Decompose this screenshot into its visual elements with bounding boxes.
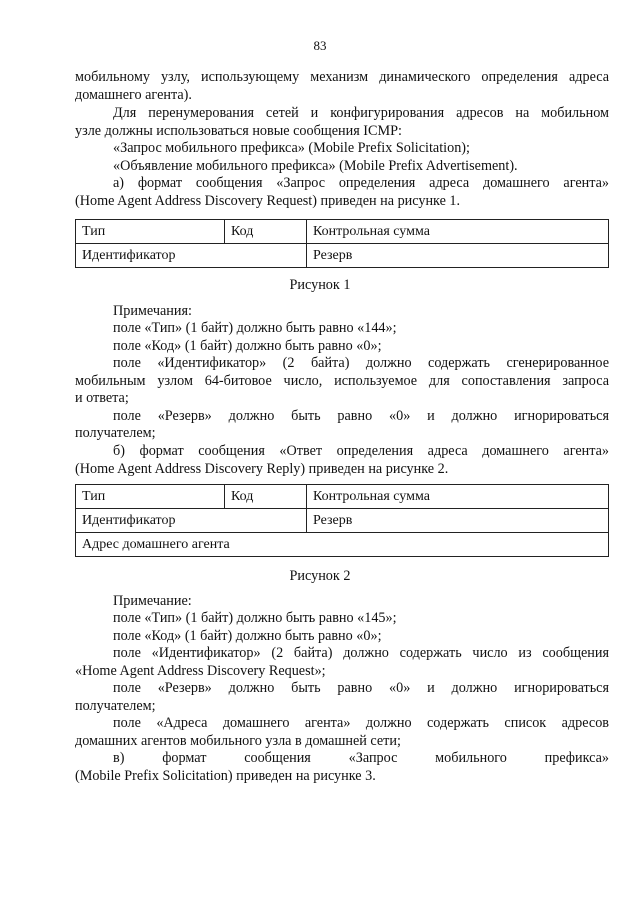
note-line: поле «Идентификатор» (2 байта) должно содержать сгенерированное: [113, 355, 609, 371]
notes-title: Примечание:: [113, 593, 192, 609]
cell-checksum: Контрольная сумма: [307, 220, 609, 244]
note-line: и ответа;: [75, 390, 129, 406]
figure-2-table: [75, 484, 609, 557]
figure-1-table: [75, 219, 609, 268]
cell-identifier: Идентификатор: [76, 244, 307, 268]
note-line: получателем;: [75, 698, 156, 714]
note-line: поле «Тип» (1 байт) должно быть равно «145»;: [113, 610, 397, 626]
note-line: поле «Идентификатор» (2 байта) должно содержать число из сообщения: [113, 645, 609, 661]
paragraph-line: узле должны использоваться новые сообщения ICMP:: [75, 123, 402, 139]
note-line: поле «Код» (1 байт) должно быть равно «0»;: [113, 338, 382, 354]
cell-reserved: Резерв: [307, 244, 609, 268]
list-item-c: в) формат сообщения «Запрос мобильного префикса»: [113, 750, 609, 766]
cell-reserved: Резерв: [307, 509, 609, 533]
note-line: поле «Адреса домашнего агента» должно содержать список адресов: [113, 715, 609, 731]
note-line: домашних агентов мобильного узла в домашней сети;: [75, 733, 401, 749]
cell-identifier: Идентификатор: [76, 509, 307, 533]
message-item: «Запрос мобильного префикса» (Mobile Prefix Solicitation);: [113, 140, 470, 156]
list-item-b-cont: (Home Agent Address Discovery Reply) приведен на рисунке 2.: [75, 461, 449, 477]
message-item: «Объявление мобильного префикса» (Mobile Prefix Advertisement).: [113, 158, 518, 174]
cell-code: Код: [225, 220, 307, 244]
list-item-b: б) формат сообщения «Ответ определения адреса домашнего агента»: [113, 443, 609, 459]
page-number: 83: [313, 38, 327, 53]
cell-code: Код: [225, 485, 307, 509]
note-line: поле «Код» (1 байт) должно быть равно «0»;: [113, 628, 382, 644]
paragraph-line: домашнего агента).: [75, 87, 192, 103]
figure-1-caption: Рисунок 1: [289, 277, 351, 293]
note-line: получателем;: [75, 425, 156, 441]
list-item-a: а) формат сообщения «Запрос определения адреса домашнего агента»: [113, 175, 609, 191]
cell-type: Тип: [76, 220, 225, 244]
list-item-a-cont: (Home Agent Address Discovery Request) приведен на рисунке 1.: [75, 193, 461, 209]
note-line: поле «Резерв» должно быть равно «0» и должно игнорироваться: [113, 680, 609, 696]
cell-checksum: Контрольная сумма: [307, 485, 609, 509]
cell-home-agent-address: Адрес домашнего агента: [76, 533, 609, 557]
list-item-c-cont: (Mobile Prefix Solicitation) приведен на рисунке 3.: [75, 768, 376, 784]
note-line: поле «Тип» (1 байт) должно быть равно «144»;: [113, 320, 397, 336]
paragraph-line: мобильному узлу, использующему механизм динамического определения адреса: [75, 69, 609, 85]
paragraph-line: Для перенумерования сетей и конфигурирования адресов на мобильном: [113, 105, 609, 121]
note-line: мобильным узлом 64-битовое число, используемое для сопоставления запроса: [75, 373, 609, 389]
cell-type: Тип: [76, 485, 225, 509]
note-line: «Home Agent Address Discovery Request»;: [75, 663, 326, 679]
notes-title: Примечания:: [113, 303, 192, 319]
figure-2-caption: Рисунок 2: [289, 568, 351, 584]
note-line: поле «Резерв» должно быть равно «0» и должно игнорироваться: [113, 408, 609, 424]
